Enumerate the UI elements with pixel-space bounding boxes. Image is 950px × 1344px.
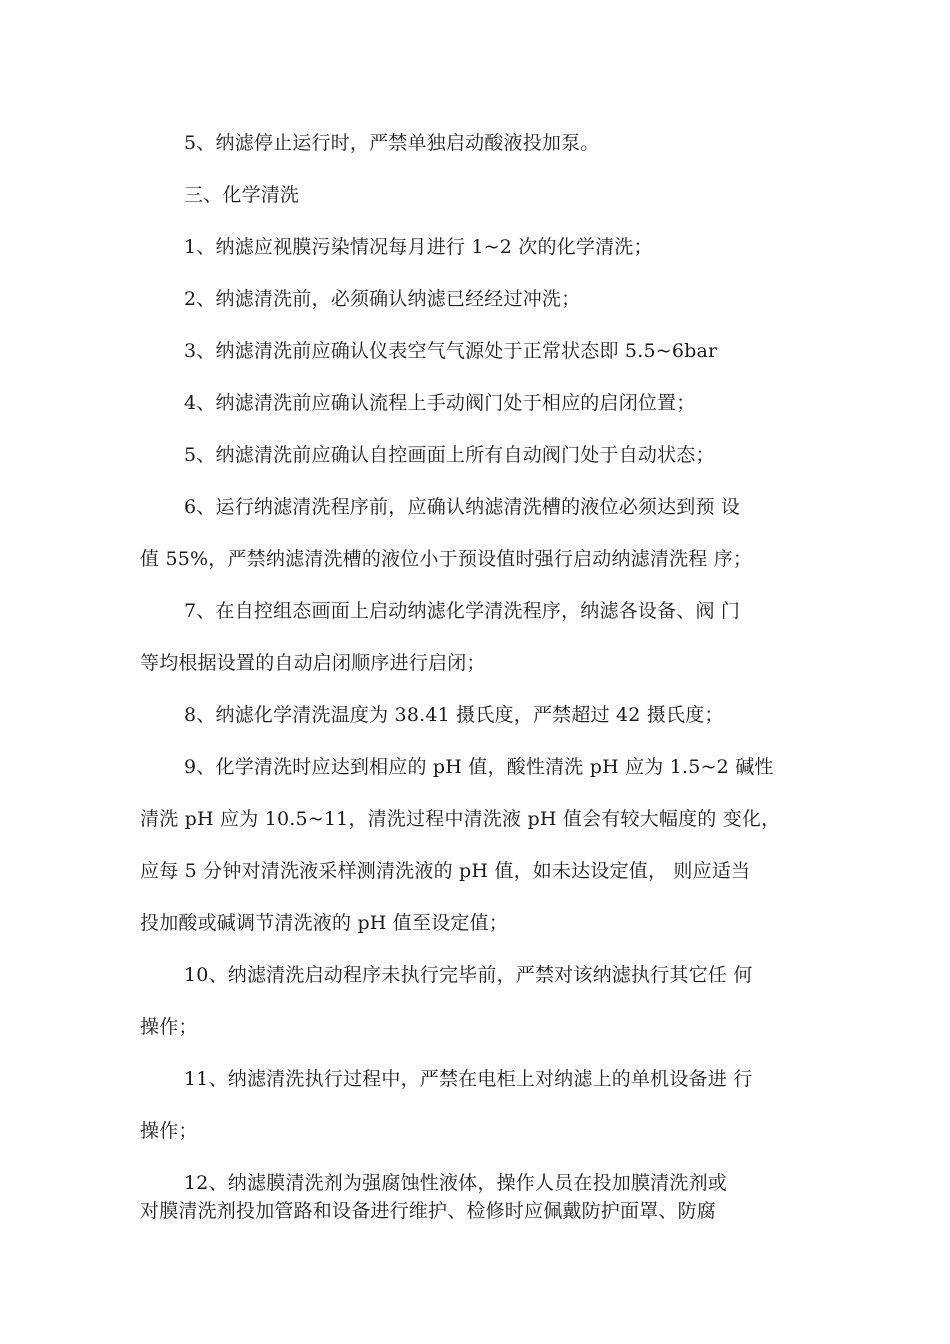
- paragraph-line-7: 5、纳滤清洗前应确认自控画面上所有自动阀门处于自动状态；: [184, 444, 715, 466]
- paragraph-line-10: 7、在自控组态画面上启动纳滤化学清洗程序，纳滤各设备、阀 门: [184, 600, 741, 622]
- paragraph-line-22: 对膜清洗剂投加管路和设备进行维护、检修时应佩戴防护面罩、防腐: [140, 1200, 717, 1222]
- paragraph-line-1: 5、纳滤停止运行时，严禁单独启动酸液投加泵。: [184, 132, 600, 154]
- paragraph-line-16: 投加酸或碱调节清洗液的 pH 值至设定值；: [140, 912, 509, 934]
- paragraph-line-20: 操作；: [140, 1120, 198, 1142]
- paragraph-line-19: 11、纳滤清洗执行过程中，严禁在电柜上对纳滤上的单机设备进 行: [184, 1068, 753, 1090]
- paragraph-line-15: 应每 5 分钟对清洗液采样测清洗液的 pH 值，如未达设定值， 则应适当: [140, 860, 751, 882]
- paragraph-line-4: 2、纳滤清洗前，必须确认纳滤已经经过冲洗；: [184, 288, 581, 310]
- section-heading-chemical-cleaning: 三、化学清洗: [184, 184, 300, 206]
- paragraph-line-21: 12、纳滤膜清洗剂为强腐蚀性液体，操作人员在投加膜清洗剂或: [184, 1172, 727, 1194]
- paragraph-line-5: 3、纳滤清洗前应确认仪表空气气源处于正常状态即 5.5~6bar: [184, 340, 718, 362]
- paragraph-line-9: 值 55%，严禁纳滤清洗槽的液位小于预设值时强行启动纳滤清洗程 序；: [140, 548, 753, 570]
- paragraph-line-17: 10、纳滤清洗启动程序未执行完毕前，严禁对该纳滤执行其它任 何: [184, 964, 753, 986]
- paragraph-line-6: 4、纳滤清洗前应确认流程上手动阀门处于相应的启闭位置；: [184, 392, 696, 414]
- paragraph-line-8: 6、运行纳滤清洗程序前，应确认纳滤清洗槽的液位必须达到预 设: [184, 496, 741, 518]
- paragraph-line-18: 操作；: [140, 1016, 198, 1038]
- paragraph-line-11: 等均根据设置的自动启闭顺序进行启闭；: [140, 652, 486, 674]
- paragraph-line-14: 清洗 pH 应为 10.5~11，清洗过程中清洗液 pH 值会有较大幅度的 变化，: [140, 808, 781, 830]
- paragraph-line-13: 9、化学清洗时应达到相应的 pH 值，酸性清洗 pH 应为 1.5~2 碱性: [184, 756, 774, 778]
- paragraph-line-12: 8、纳滤化学清洗温度为 38.41 摄氏度，严禁超过 42 摄氏度；: [184, 704, 724, 726]
- paragraph-line-3: 1、纳滤应视膜污染情况每月进行 1~2 次的化学清洗；: [184, 236, 653, 258]
